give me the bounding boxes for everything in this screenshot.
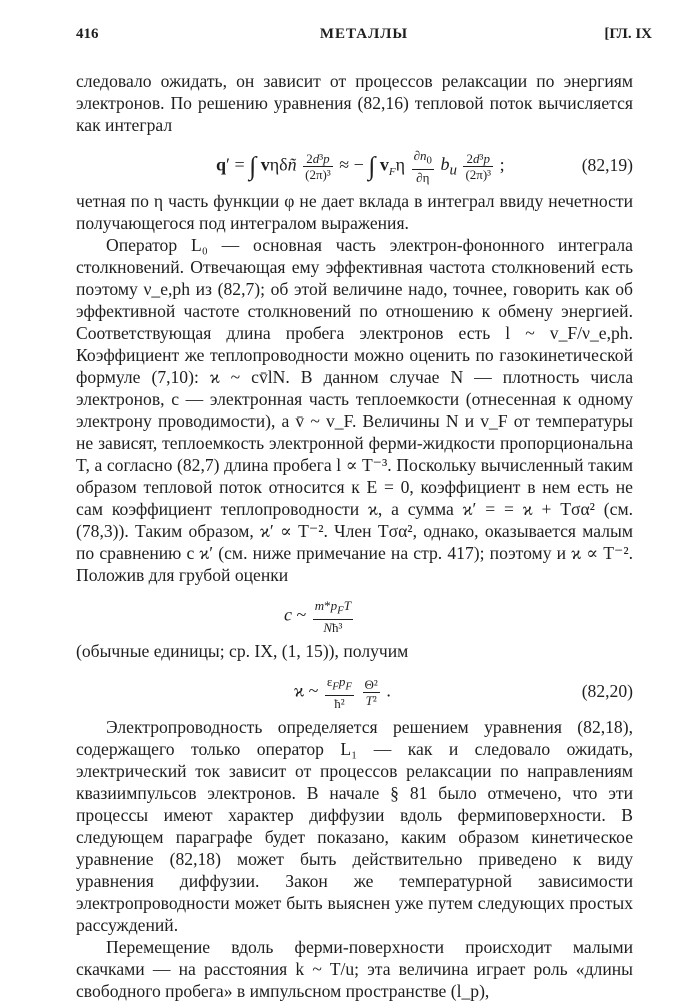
paragraph-1: следовало ожидать, он зависит от процессов релаксации по энергиям электронов. По решению уравнения (82,16) тепловой поток вычисляется как интеграл [76, 71, 633, 135]
page-number: 416 [76, 26, 99, 42]
equation-82-19-number: (82,19) [581, 155, 633, 175]
running-title: МЕТАЛЛЫ [319, 26, 409, 42]
equation-82-19-formula: q′ = ∫ vηδñ $\frac{\text{2d³p}}{\text{(2π)³}}$ ≈ − ∫ $v_F\eta$ $\frac{\partial n_0}{\partial\eta}$ $b_u$ $\frac{\text{2d³p}}{\text{(2π)³}}$ ; [216, 148, 505, 185]
equation-82-20-number: (82,20) [581, 681, 633, 701]
paragraph-4: (обычные единицы; ср. IX, (1, 15)), получим [76, 641, 409, 661]
text-body [76, 70, 633, 1002]
chapter-label: [ГЛ. IX [604, 26, 652, 42]
equation-heat-capacity-formula: c ~ $\frac{m*p_FT}{\text{Nħ³}}$ [284, 598, 351, 635]
paragraph-5: Электропроводность определяется решением уравнения (82,18), содержащего только оператор L₁ — как и следовало ожидать, электрический ток зависит от процессов релаксации по направлениям квазиимпульсов электронов. В начале § 81 было отмечено, что эти процессы имеют характер диффузии вдоль фермиповерхности. В следующем параграфе будет показано, каким образом кинетическое уравнение (82,18) может быть действительно приведено к виду уравнения диффузии. Закон же температурной зависимости электропроводности может быть выяснен уже путем следующих простых рассуждений. [76, 717, 633, 935]
equation-82-20 [76, 666, 633, 712]
equation-82-19 [76, 140, 633, 186]
paragraph-6: Перемещение вдоль ферми-поверхности происходит малыми скачками — на расстояния k ~ T/u; эта величина играет роль «длины свободного пробега» в импульсном пространстве (l_p), [76, 937, 633, 1001]
paragraph-2: четная по η часть функции φ не дает вклада в интеграл ввиду нечетности получающегося под интегралом выражения. [76, 191, 633, 233]
paragraph-3: Оператор L₀ — основная часть электрон-фононного интеграла столкновений. Отвечающая ему эффективная частота столкновений есть поэтому ν_e,ph из (82,7); об этой величине надо, точнее, говорить как об эффективной частоте столкновений по отношению к обмену энергией. Соответствующая длина пробега электронов есть l ~ v_F/ν_e,ph. Коэффициент же теплопроводности можно оценить по газокинетической формуле (7,10): ϰ ~ cv̄lN. В данном случае N — плотность числа электронов, c — электронная часть теплоемкости (отнесенная к одному электрону проводимости), а v̄ ~ v_F. Величины N и v_F от температуры не зависят, теплоемкость электронной ферми-жидкости пропорциональна T, а согласно (82,7) длина пробега l ∝ T⁻³. Поскольку вычисленный таким образом тепловой поток относится к E = 0, коэффициент в нем есть не сам коэффициент теплопроводности ϰ, а сумма ϰ′ = = ϰ + Tσα² (см. (78,3)). Таким образом, ϰ′ ∝ T⁻². Член Tσα², однако, оказывается малым по сравнению с ϰ′ (см. ниже примечание на стр. 417); поэтому и ϰ ∝ T⁻². Положив для грубой оценки [76, 235, 633, 585]
equation-82-20-formula: ϰ ~ $\frac{\varepsilon_Fp_F}{\text{ħ²}}$ $\frac{\text{Θ²}}{\text{T²}}$ . [294, 674, 391, 711]
running-header [76, 26, 652, 48]
equation-heat-capacity [76, 590, 633, 636]
